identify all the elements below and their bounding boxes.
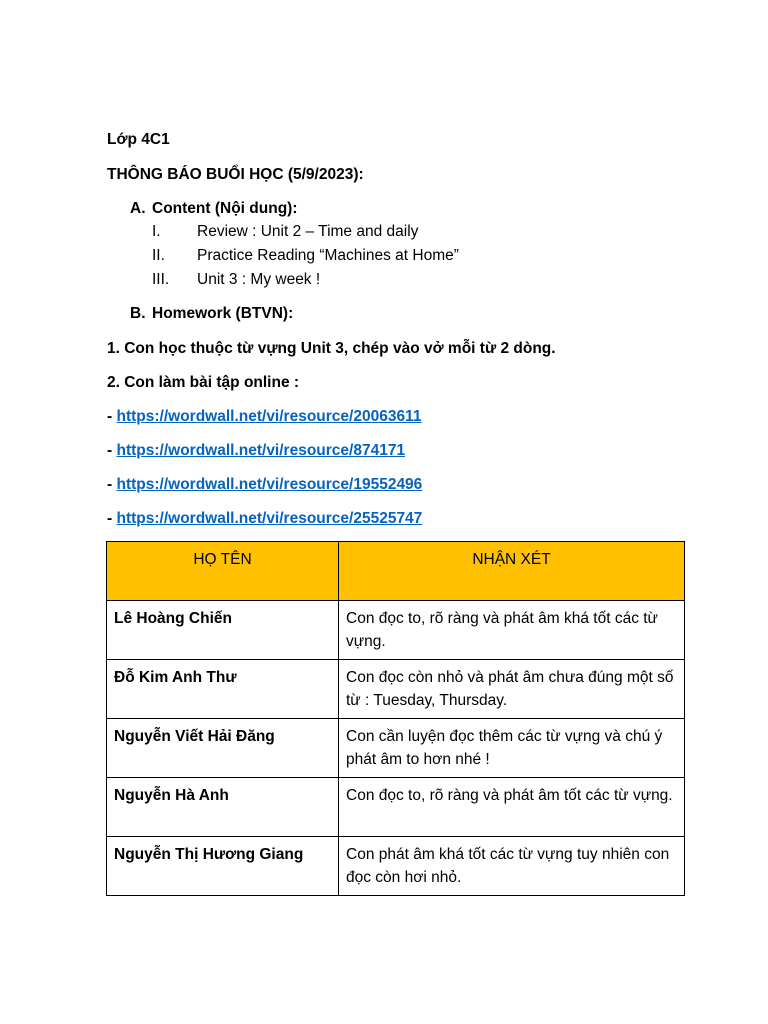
table-row bbox=[107, 778, 685, 837]
student-comment: Con đọc to, rõ ràng và phát âm khá tốt các từ vựng. bbox=[339, 601, 685, 660]
content-heading: Content (Nội dung): bbox=[152, 200, 298, 217]
link-dash: - bbox=[107, 510, 113, 527]
table-header-row bbox=[107, 542, 685, 601]
student-name: Lê Hoàng Chiến bbox=[107, 601, 339, 660]
link-row bbox=[107, 476, 422, 494]
table-row bbox=[107, 660, 685, 719]
content-item-text: Review : Unit 2 – Time and daily bbox=[197, 223, 419, 240]
content-marker: A. bbox=[130, 200, 146, 217]
link-dash: - bbox=[107, 442, 113, 459]
resource-link[interactable]: https://wordwall.net/vi/resource/19552496 bbox=[116, 476, 423, 493]
link-dash: - bbox=[107, 408, 113, 425]
content-item-text: Practice Reading “Machines at Home” bbox=[197, 247, 459, 264]
link-dash: - bbox=[107, 476, 113, 493]
homework-task-1: 1. Con học thuộc từ vựng Unit 3, chép vào vở mỗi từ 2 dòng. bbox=[107, 340, 556, 357]
student-comment: Con đọc to, rõ ràng và phát âm tốt các từ vựng. bbox=[339, 778, 685, 837]
resource-link[interactable]: https://wordwall.net/vi/resource/874171 bbox=[116, 442, 406, 459]
content-item bbox=[0, 223, 768, 245]
content-item-number: III. bbox=[152, 271, 170, 288]
content-item bbox=[0, 271, 768, 293]
student-name: Đỗ Kim Anh Thư bbox=[107, 660, 339, 719]
link-row bbox=[107, 442, 405, 460]
student-comment: Con phát âm khá tốt các từ vựng tuy nhiên con đọc còn hơi nhỏ. bbox=[339, 837, 685, 896]
student-name: Nguyễn Hà Anh bbox=[107, 778, 339, 837]
header-comment: NHẬN XÉT bbox=[339, 542, 685, 601]
table-row bbox=[107, 719, 685, 778]
student-comment: Con đọc còn nhỏ và phát âm chưa đúng một số từ : Tuesday, Thursday. bbox=[339, 660, 685, 719]
header-name: HỌ TÊN bbox=[107, 542, 339, 601]
student-name: Nguyễn Thị Hương Giang bbox=[107, 837, 339, 896]
content-item-text: Unit 3 : My week ! bbox=[197, 271, 321, 288]
table-row bbox=[107, 837, 685, 896]
link-row bbox=[107, 510, 422, 528]
homework-heading: Homework (BTVN): bbox=[152, 305, 294, 322]
class-label: Lớp 4C1 bbox=[107, 131, 170, 148]
homework-marker: B. bbox=[130, 305, 146, 322]
feedback-table bbox=[106, 541, 685, 896]
content-item bbox=[0, 247, 768, 269]
notice-title: THÔNG BÁO BUỔI HỌC (5/9/2023): bbox=[107, 166, 364, 183]
resource-link[interactable]: https://wordwall.net/vi/resource/25525747 bbox=[116, 510, 423, 527]
homework-task-2: 2. Con làm bài tập online : bbox=[107, 374, 300, 391]
table-row bbox=[107, 601, 685, 660]
student-comment: Con cần luyện đọc thêm các từ vựng và chú ý phát âm to hơn nhé ! bbox=[339, 719, 685, 778]
content-item-number: I. bbox=[152, 223, 161, 240]
link-row bbox=[107, 408, 421, 426]
student-name: Nguyễn Viết Hải Đăng bbox=[107, 719, 339, 778]
resource-link[interactable]: https://wordwall.net/vi/resource/20063611 bbox=[116, 408, 422, 425]
content-item-number: II. bbox=[152, 247, 165, 264]
